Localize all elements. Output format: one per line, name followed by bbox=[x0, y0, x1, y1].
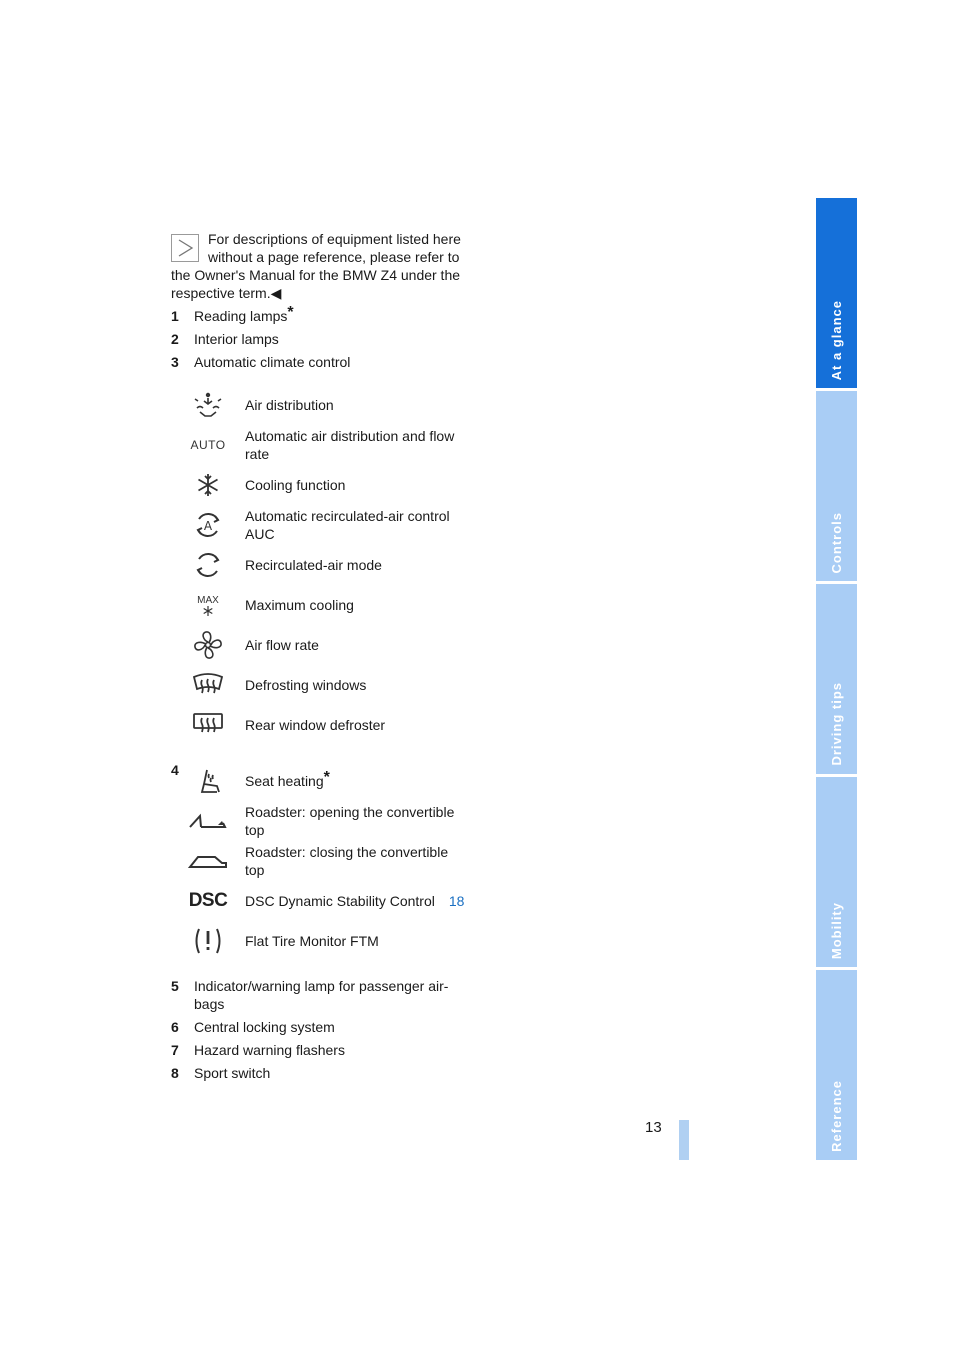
symbol-label: Roadster: closing the convertible top bbox=[245, 844, 449, 878]
symbol-row-air-distribution bbox=[171, 385, 471, 425]
dsc-icon: DSC bbox=[188, 890, 228, 911]
rear-defrost-icon bbox=[192, 711, 224, 739]
tab-label: Driving tips bbox=[829, 682, 844, 766]
tab-controls[interactable] bbox=[816, 391, 857, 581]
end-mark-icon: ◀ bbox=[270, 285, 282, 301]
item-number: 1 bbox=[171, 308, 179, 324]
symbol-label: Cooling function bbox=[245, 477, 346, 493]
page-content bbox=[171, 230, 471, 1082]
fan-icon bbox=[193, 630, 223, 660]
item-text: Sport switch bbox=[194, 1065, 271, 1081]
note-line-4-text: respective term. bbox=[171, 285, 271, 301]
note-line-4 bbox=[171, 284, 471, 302]
symbol-label: Automatic recirculated-air control AUC bbox=[245, 508, 450, 542]
air-distribution-icon bbox=[193, 390, 223, 420]
reading-lamps-text: Reading lamps bbox=[194, 308, 288, 324]
snowflake-icon bbox=[195, 472, 221, 498]
list-item-7 bbox=[171, 1041, 471, 1059]
list-item-4 bbox=[171, 761, 471, 961]
symbol-row-auto bbox=[171, 425, 471, 465]
page-reference-link[interactable]: 18 bbox=[448, 893, 465, 909]
climate-symbol-list bbox=[171, 385, 471, 745]
note-triangle-icon bbox=[171, 234, 199, 262]
symbol-label: Recirculated-air mode bbox=[245, 557, 382, 573]
symbol-row-convertible-open bbox=[171, 801, 471, 841]
item-number: 3 bbox=[171, 354, 179, 370]
svg-text:A: A bbox=[203, 519, 213, 533]
item-number: 2 bbox=[171, 331, 179, 347]
item-number: 6 bbox=[171, 1019, 179, 1035]
symbol-label: Roadster: opening the convertible top bbox=[245, 804, 455, 838]
tab-label: At a glance bbox=[829, 299, 844, 380]
symbol-row-fan bbox=[171, 625, 471, 665]
list-item-3 bbox=[171, 353, 471, 371]
symbol-label: Rear window defroster bbox=[245, 717, 386, 733]
item-text: Central locking system bbox=[194, 1019, 335, 1035]
seat-heating-icon bbox=[193, 766, 223, 796]
list-item-6 bbox=[171, 1018, 471, 1036]
note-box bbox=[171, 230, 471, 302]
item-text: Indicator/warning lamp for passenger air-bags bbox=[194, 978, 449, 1012]
auc-icon bbox=[193, 510, 223, 540]
symbol-row-seat-heating bbox=[171, 761, 471, 801]
symbol-label: Maximum cooling bbox=[245, 597, 354, 613]
list-item-5 bbox=[171, 977, 471, 1013]
symbol-row-flat-tire bbox=[171, 921, 471, 961]
item-text: Hazard warning flashers bbox=[194, 1042, 345, 1058]
tab-driving-tips[interactable] bbox=[816, 584, 857, 774]
symbol-label bbox=[245, 892, 471, 910]
symbol-label: Air flow rate bbox=[245, 637, 319, 653]
list-item-1 bbox=[171, 304, 471, 325]
item-number: 7 bbox=[171, 1042, 179, 1058]
section-tabs bbox=[816, 198, 857, 1160]
flat-tire-icon bbox=[192, 925, 224, 957]
max-icon-text: MAX bbox=[197, 594, 219, 606]
option-star-icon: * bbox=[323, 769, 330, 786]
item-text bbox=[194, 304, 471, 325]
symbol-label: Automatic air distribution and flow rate bbox=[245, 428, 455, 462]
tab-label: Controls bbox=[829, 511, 844, 573]
symbol-row-auc bbox=[171, 505, 471, 545]
tab-mobility[interactable] bbox=[816, 777, 857, 967]
note-line-1: For descriptions of equipment listed here bbox=[208, 231, 461, 247]
symbol-row-rear-defrost bbox=[171, 705, 471, 745]
item-number: 5 bbox=[171, 978, 179, 994]
note-line-3: the Owner's Manual for the BMW Z4 under the bbox=[171, 267, 461, 283]
seat-heating-text: Seat heating bbox=[245, 773, 324, 789]
symbol-label: Flat Tire Monitor FTM bbox=[245, 933, 379, 949]
symbol-row-max-cooling bbox=[171, 585, 471, 625]
note-line-2: without a page reference, please refer to bbox=[208, 249, 460, 265]
symbol-row-cooling bbox=[171, 465, 471, 505]
symbol-label: Air distribution bbox=[245, 397, 334, 413]
tab-reference[interactable] bbox=[816, 970, 857, 1160]
symbol-row-dsc bbox=[171, 881, 471, 921]
item-text: Automatic climate control bbox=[194, 354, 351, 370]
symbol-row-defrost bbox=[171, 665, 471, 705]
item-number: 8 bbox=[171, 1065, 179, 1081]
symbol-label: Defrosting windows bbox=[245, 677, 367, 693]
item-text: Interior lamps bbox=[194, 331, 279, 347]
option-star-icon: * bbox=[287, 304, 294, 321]
item-number: 4 bbox=[171, 762, 179, 778]
tab-at-a-glance[interactable] bbox=[816, 198, 857, 388]
recirculation-icon bbox=[193, 550, 223, 580]
auto-icon: AUTO bbox=[190, 438, 226, 452]
convertible-close-icon bbox=[188, 852, 228, 870]
defrost-windshield-icon bbox=[192, 671, 224, 699]
max-cooling-icon bbox=[203, 606, 213, 616]
convertible-open-icon bbox=[188, 812, 228, 830]
page-number-bar bbox=[679, 1120, 689, 1160]
symbol-row-convertible-close bbox=[171, 841, 471, 881]
tab-label: Reference bbox=[829, 1080, 844, 1152]
dsc-text: DSC Dynamic Stability Control bbox=[245, 893, 435, 909]
symbol-label bbox=[245, 769, 471, 790]
symbol-row-recirculation bbox=[171, 545, 471, 585]
list-item-2 bbox=[171, 330, 471, 348]
list-item-8 bbox=[171, 1064, 471, 1082]
tab-label: Mobility bbox=[829, 901, 844, 959]
page-number: 13 bbox=[645, 1119, 662, 1136]
